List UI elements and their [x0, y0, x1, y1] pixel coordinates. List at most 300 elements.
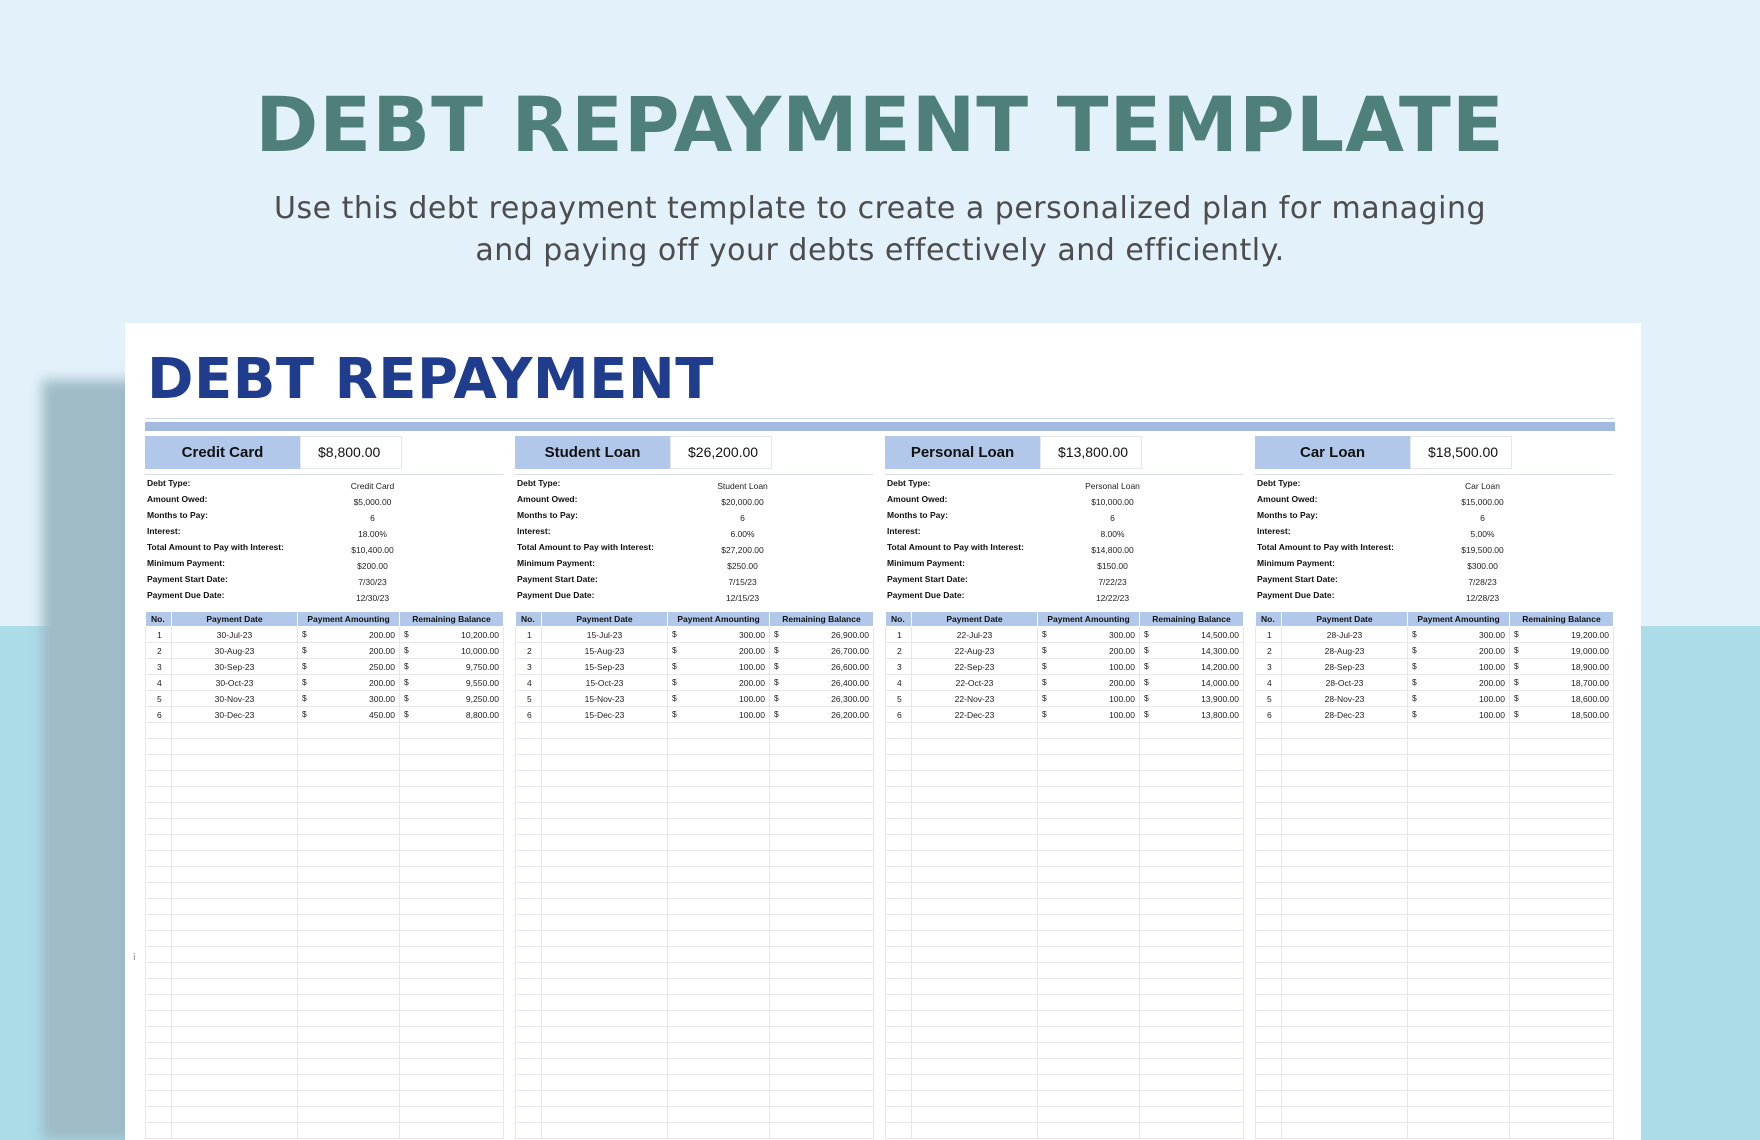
empty-cell[interactable] [542, 835, 668, 851]
empty-cell[interactable] [542, 771, 668, 787]
empty-cell[interactable] [1140, 787, 1244, 803]
empty-cell[interactable] [516, 915, 542, 931]
empty-cell[interactable] [770, 723, 874, 739]
empty-cell[interactable] [1408, 995, 1510, 1011]
cell-payment-amount[interactable] [1408, 707, 1510, 723]
empty-cell[interactable] [172, 1091, 298, 1107]
empty-cell[interactable] [668, 739, 770, 755]
empty-cell[interactable] [542, 1075, 668, 1091]
empty-cell[interactable] [668, 723, 770, 739]
empty-cell[interactable] [1256, 867, 1282, 883]
empty-cell[interactable] [146, 979, 172, 995]
empty-cell[interactable] [516, 1107, 542, 1123]
detail-value[interactable]: 6 [370, 513, 375, 523]
empty-cell[interactable] [1510, 835, 1614, 851]
empty-cell[interactable] [542, 1123, 668, 1139]
empty-cell[interactable] [886, 867, 912, 883]
empty-cell[interactable] [770, 979, 874, 995]
empty-cell[interactable] [542, 1107, 668, 1123]
empty-cell[interactable] [516, 931, 542, 947]
empty-cell[interactable] [1510, 1107, 1614, 1123]
empty-cell[interactable] [886, 739, 912, 755]
cell-payment-amount[interactable] [668, 627, 770, 643]
empty-cell[interactable] [668, 915, 770, 931]
empty-cell[interactable] [1038, 1091, 1140, 1107]
empty-cell[interactable] [1282, 835, 1408, 851]
empty-cell[interactable] [1256, 851, 1282, 867]
empty-cell[interactable] [770, 899, 874, 915]
cell-payment-amount[interactable] [668, 643, 770, 659]
empty-cell[interactable] [298, 1107, 400, 1123]
empty-cell[interactable] [172, 963, 298, 979]
empty-cell[interactable] [886, 947, 912, 963]
cell-remaining-balance[interactable] [400, 627, 504, 643]
cell-no[interactable]: 6 [516, 707, 542, 723]
empty-cell[interactable] [146, 1043, 172, 1059]
empty-cell[interactable] [668, 771, 770, 787]
empty-cell[interactable] [1408, 1091, 1510, 1107]
cell-remaining-balance[interactable] [400, 659, 504, 675]
empty-cell[interactable] [400, 835, 504, 851]
empty-cell[interactable] [298, 899, 400, 915]
empty-cell[interactable] [400, 963, 504, 979]
empty-cell[interactable] [770, 1043, 874, 1059]
empty-cell[interactable] [1510, 739, 1614, 755]
empty-cell[interactable] [1408, 1027, 1510, 1043]
empty-cell[interactable] [668, 931, 770, 947]
empty-cell[interactable] [146, 835, 172, 851]
cell-no[interactable]: 3 [886, 659, 912, 675]
empty-cell[interactable] [1510, 979, 1614, 995]
empty-cell[interactable] [912, 819, 1038, 835]
empty-cell[interactable] [886, 771, 912, 787]
cell-payment-date[interactable]: 22-Jul-23 [912, 627, 1038, 643]
empty-cell[interactable] [400, 1107, 504, 1123]
empty-cell[interactable] [770, 1027, 874, 1043]
empty-cell[interactable] [1408, 947, 1510, 963]
empty-cell[interactable] [1038, 979, 1140, 995]
empty-cell[interactable] [1140, 851, 1244, 867]
empty-cell[interactable] [1408, 963, 1510, 979]
empty-cell[interactable] [400, 867, 504, 883]
empty-cell[interactable] [1256, 771, 1282, 787]
empty-cell[interactable] [1038, 867, 1140, 883]
empty-cell[interactable] [1038, 995, 1140, 1011]
empty-cell[interactable] [668, 963, 770, 979]
empty-cell[interactable] [1408, 979, 1510, 995]
empty-cell[interactable] [146, 995, 172, 1011]
empty-cell[interactable] [668, 1027, 770, 1043]
empty-cell[interactable] [146, 867, 172, 883]
detail-value[interactable]: $15,000.00 [1461, 497, 1504, 507]
detail-value[interactable]: $19,500.00 [1461, 545, 1504, 555]
empty-cell[interactable] [912, 835, 1038, 851]
empty-cell[interactable] [1282, 851, 1408, 867]
empty-cell[interactable] [770, 867, 874, 883]
empty-cell[interactable] [1408, 803, 1510, 819]
empty-cell[interactable] [400, 723, 504, 739]
empty-cell[interactable] [1408, 1123, 1510, 1139]
empty-cell[interactable] [668, 1059, 770, 1075]
detail-value[interactable]: 12/22/23 [1095, 593, 1130, 603]
empty-cell[interactable] [886, 1107, 912, 1123]
cell-payment-date[interactable]: 15-Dec-23 [542, 707, 668, 723]
cell-payment-amount[interactable] [668, 691, 770, 707]
empty-cell[interactable] [912, 739, 1038, 755]
empty-cell[interactable] [1510, 755, 1614, 771]
empty-cell[interactable] [172, 1027, 298, 1043]
empty-cell[interactable] [1256, 979, 1282, 995]
empty-cell[interactable] [912, 995, 1038, 1011]
detail-value[interactable]: 12/30/23 [355, 593, 390, 603]
empty-cell[interactable] [1282, 1027, 1408, 1043]
empty-cell[interactable] [1038, 1043, 1140, 1059]
empty-cell[interactable] [516, 979, 542, 995]
empty-cell[interactable] [1510, 1027, 1614, 1043]
empty-cell[interactable] [1140, 1011, 1244, 1027]
empty-cell[interactable] [542, 995, 668, 1011]
empty-cell[interactable] [912, 947, 1038, 963]
empty-cell[interactable] [172, 1043, 298, 1059]
empty-cell[interactable] [172, 723, 298, 739]
empty-cell[interactable] [1038, 1011, 1140, 1027]
empty-cell[interactable] [516, 771, 542, 787]
empty-cell[interactable] [1408, 931, 1510, 947]
cell-remaining-balance[interactable] [770, 659, 874, 675]
empty-cell[interactable] [1256, 1027, 1282, 1043]
empty-cell[interactable] [886, 1043, 912, 1059]
cell-payment-date[interactable]: 28-Nov-23 [1282, 691, 1408, 707]
empty-cell[interactable] [146, 819, 172, 835]
cell-remaining-balance[interactable] [1140, 659, 1244, 675]
detail-value[interactable]: 6 [1110, 513, 1115, 523]
empty-cell[interactable] [146, 1107, 172, 1123]
cell-remaining-balance[interactable] [1140, 675, 1244, 691]
empty-cell[interactable] [516, 1091, 542, 1107]
empty-cell[interactable] [1038, 851, 1140, 867]
cell-payment-amount[interactable] [1038, 627, 1140, 643]
cell-payment-amount[interactable] [1408, 691, 1510, 707]
empty-cell[interactable] [400, 1123, 504, 1139]
empty-cell[interactable] [1038, 819, 1140, 835]
cell-payment-date[interactable]: 22-Dec-23 [912, 707, 1038, 723]
empty-cell[interactable] [668, 1091, 770, 1107]
empty-cell[interactable] [400, 1059, 504, 1075]
empty-cell[interactable] [1256, 899, 1282, 915]
empty-cell[interactable] [1140, 1075, 1244, 1091]
cell-no[interactable]: 1 [1256, 627, 1282, 643]
cell-payment-amount[interactable] [298, 691, 400, 707]
empty-cell[interactable] [1282, 723, 1408, 739]
empty-cell[interactable] [1510, 1059, 1614, 1075]
empty-cell[interactable] [1282, 1123, 1408, 1139]
empty-cell[interactable] [668, 755, 770, 771]
empty-cell[interactable] [1510, 1091, 1614, 1107]
detail-value[interactable]: 7/15/23 [728, 577, 757, 587]
empty-cell[interactable] [146, 723, 172, 739]
empty-cell[interactable] [298, 995, 400, 1011]
empty-cell[interactable] [1510, 883, 1614, 899]
detail-value[interactable]: $10,400.00 [351, 545, 394, 555]
cell-no[interactable]: 6 [886, 707, 912, 723]
empty-cell[interactable] [1140, 819, 1244, 835]
empty-cell[interactable] [400, 899, 504, 915]
empty-cell[interactable] [1510, 899, 1614, 915]
debt-total-cell[interactable]: $8,800.00 [300, 436, 402, 469]
empty-cell[interactable] [400, 1075, 504, 1091]
empty-cell[interactable] [1408, 899, 1510, 915]
empty-cell[interactable] [516, 1059, 542, 1075]
empty-cell[interactable] [912, 867, 1038, 883]
empty-cell[interactable] [668, 835, 770, 851]
empty-cell[interactable] [886, 883, 912, 899]
empty-cell[interactable] [172, 803, 298, 819]
empty-cell[interactable] [770, 851, 874, 867]
empty-cell[interactable] [516, 739, 542, 755]
empty-cell[interactable] [1282, 931, 1408, 947]
empty-cell[interactable] [298, 723, 400, 739]
cell-remaining-balance[interactable] [1140, 627, 1244, 643]
empty-cell[interactable] [146, 1075, 172, 1091]
empty-cell[interactable] [1408, 1075, 1510, 1091]
empty-cell[interactable] [668, 995, 770, 1011]
empty-cell[interactable] [1256, 755, 1282, 771]
empty-cell[interactable] [298, 947, 400, 963]
empty-cell[interactable] [146, 771, 172, 787]
empty-cell[interactable] [1140, 1123, 1244, 1139]
empty-cell[interactable] [1510, 803, 1614, 819]
cell-no[interactable]: 5 [1256, 691, 1282, 707]
empty-cell[interactable] [668, 899, 770, 915]
empty-cell[interactable] [400, 851, 504, 867]
empty-cell[interactable] [1038, 1123, 1140, 1139]
empty-cell[interactable] [1282, 1091, 1408, 1107]
detail-value[interactable]: 18.00% [358, 529, 387, 539]
detail-value[interactable]: $10,000.00 [1091, 497, 1134, 507]
empty-cell[interactable] [668, 803, 770, 819]
empty-cell[interactable] [1282, 1059, 1408, 1075]
empty-cell[interactable] [172, 883, 298, 899]
cell-payment-date[interactable]: 22-Aug-23 [912, 643, 1038, 659]
cell-no[interactable]: 2 [146, 643, 172, 659]
cell-remaining-balance[interactable] [770, 707, 874, 723]
cell-no[interactable]: 5 [146, 691, 172, 707]
cell-no[interactable]: 3 [516, 659, 542, 675]
cell-remaining-balance[interactable] [400, 675, 504, 691]
empty-cell[interactable] [1510, 851, 1614, 867]
empty-cell[interactable] [770, 947, 874, 963]
cell-remaining-balance[interactable] [770, 627, 874, 643]
cell-remaining-balance[interactable] [770, 675, 874, 691]
empty-cell[interactable] [542, 1059, 668, 1075]
empty-cell[interactable] [912, 883, 1038, 899]
detail-value[interactable]: 6 [1480, 513, 1485, 523]
empty-cell[interactable] [1282, 979, 1408, 995]
empty-cell[interactable] [668, 1011, 770, 1027]
empty-cell[interactable] [1282, 1075, 1408, 1091]
empty-cell[interactable] [400, 1043, 504, 1059]
empty-cell[interactable] [172, 947, 298, 963]
empty-cell[interactable] [172, 995, 298, 1011]
empty-cell[interactable] [400, 883, 504, 899]
empty-cell[interactable] [400, 739, 504, 755]
cell-remaining-balance[interactable] [770, 643, 874, 659]
empty-cell[interactable] [542, 915, 668, 931]
cell-payment-date[interactable]: 22-Sep-23 [912, 659, 1038, 675]
empty-cell[interactable] [146, 851, 172, 867]
cell-payment-date[interactable]: 28-Oct-23 [1282, 675, 1408, 691]
empty-cell[interactable] [770, 739, 874, 755]
cell-payment-date[interactable]: 22-Nov-23 [912, 691, 1038, 707]
empty-cell[interactable] [400, 1011, 504, 1027]
empty-cell[interactable] [886, 835, 912, 851]
cell-payment-amount[interactable] [298, 675, 400, 691]
empty-cell[interactable] [1038, 803, 1140, 819]
empty-cell[interactable] [400, 995, 504, 1011]
empty-cell[interactable] [1038, 899, 1140, 915]
empty-cell[interactable] [886, 819, 912, 835]
empty-cell[interactable] [912, 1123, 1038, 1139]
empty-cell[interactable] [1038, 835, 1140, 851]
empty-cell[interactable] [912, 771, 1038, 787]
empty-cell[interactable] [1408, 739, 1510, 755]
empty-cell[interactable] [1408, 867, 1510, 883]
empty-cell[interactable] [146, 787, 172, 803]
cell-payment-amount[interactable] [298, 627, 400, 643]
empty-cell[interactable] [146, 1059, 172, 1075]
empty-cell[interactable] [1282, 915, 1408, 931]
empty-cell[interactable] [1140, 899, 1244, 915]
empty-cell[interactable] [542, 947, 668, 963]
detail-value[interactable]: 12/15/23 [725, 593, 760, 603]
empty-cell[interactable] [1140, 755, 1244, 771]
empty-cell[interactable] [770, 803, 874, 819]
empty-cell[interactable] [886, 963, 912, 979]
empty-cell[interactable] [1256, 723, 1282, 739]
empty-cell[interactable] [542, 723, 668, 739]
empty-cell[interactable] [172, 1011, 298, 1027]
empty-cell[interactable] [172, 931, 298, 947]
empty-cell[interactable] [516, 851, 542, 867]
empty-cell[interactable] [770, 1091, 874, 1107]
empty-cell[interactable] [1282, 963, 1408, 979]
empty-cell[interactable] [172, 1059, 298, 1075]
empty-cell[interactable] [146, 1123, 172, 1139]
empty-cell[interactable] [1256, 787, 1282, 803]
empty-cell[interactable] [400, 947, 504, 963]
empty-cell[interactable] [542, 979, 668, 995]
cell-payment-date[interactable]: 30-Dec-23 [172, 707, 298, 723]
empty-cell[interactable] [1038, 883, 1140, 899]
empty-cell[interactable] [1408, 1107, 1510, 1123]
empty-cell[interactable] [770, 755, 874, 771]
empty-cell[interactable] [516, 819, 542, 835]
empty-cell[interactable] [1140, 1059, 1244, 1075]
cell-payment-amount[interactable] [1408, 627, 1510, 643]
empty-cell[interactable] [770, 819, 874, 835]
empty-cell[interactable] [1256, 963, 1282, 979]
empty-cell[interactable] [1256, 835, 1282, 851]
empty-cell[interactable] [400, 803, 504, 819]
empty-cell[interactable] [668, 1043, 770, 1059]
empty-cell[interactable] [1408, 915, 1510, 931]
detail-value[interactable]: $14,800.00 [1091, 545, 1134, 555]
empty-cell[interactable] [1282, 771, 1408, 787]
cell-payment-amount[interactable] [1038, 643, 1140, 659]
empty-cell[interactable] [516, 883, 542, 899]
empty-cell[interactable] [1140, 883, 1244, 899]
empty-cell[interactable] [298, 851, 400, 867]
cell-payment-date[interactable]: 28-Jul-23 [1282, 627, 1408, 643]
cell-no[interactable]: 6 [146, 707, 172, 723]
empty-cell[interactable] [912, 1075, 1038, 1091]
cell-remaining-balance[interactable] [770, 691, 874, 707]
empty-cell[interactable] [1256, 1123, 1282, 1139]
cell-no[interactable]: 2 [1256, 643, 1282, 659]
detail-value[interactable]: 12/28/23 [1465, 593, 1500, 603]
empty-cell[interactable] [172, 979, 298, 995]
empty-cell[interactable] [668, 1123, 770, 1139]
empty-cell[interactable] [1140, 995, 1244, 1011]
empty-cell[interactable] [298, 1075, 400, 1091]
empty-cell[interactable] [146, 803, 172, 819]
detail-value[interactable]: $150.00 [1097, 561, 1128, 571]
empty-cell[interactable] [1140, 867, 1244, 883]
empty-cell[interactable] [1140, 947, 1244, 963]
empty-cell[interactable] [542, 1027, 668, 1043]
empty-cell[interactable] [912, 1027, 1038, 1043]
empty-cell[interactable] [668, 867, 770, 883]
empty-cell[interactable] [886, 931, 912, 947]
empty-cell[interactable] [172, 899, 298, 915]
cell-no[interactable]: 4 [1256, 675, 1282, 691]
cell-remaining-balance[interactable] [400, 707, 504, 723]
empty-cell[interactable] [542, 1011, 668, 1027]
cell-remaining-balance[interactable] [1140, 643, 1244, 659]
empty-cell[interactable] [146, 963, 172, 979]
empty-cell[interactable] [1140, 979, 1244, 995]
empty-cell[interactable] [1510, 931, 1614, 947]
empty-cell[interactable] [146, 1011, 172, 1027]
cell-no[interactable]: 1 [516, 627, 542, 643]
empty-cell[interactable] [298, 1091, 400, 1107]
cell-payment-amount[interactable] [1038, 707, 1140, 723]
cell-no[interactable]: 6 [1256, 707, 1282, 723]
empty-cell[interactable] [770, 1059, 874, 1075]
empty-cell[interactable] [1282, 787, 1408, 803]
empty-cell[interactable] [1140, 835, 1244, 851]
empty-cell[interactable] [886, 979, 912, 995]
empty-cell[interactable] [912, 931, 1038, 947]
empty-cell[interactable] [1256, 1059, 1282, 1075]
cell-payment-date[interactable]: 28-Sep-23 [1282, 659, 1408, 675]
empty-cell[interactable] [1256, 739, 1282, 755]
empty-cell[interactable] [912, 723, 1038, 739]
empty-cell[interactable] [400, 931, 504, 947]
empty-cell[interactable] [516, 963, 542, 979]
empty-cell[interactable] [1038, 947, 1140, 963]
empty-cell[interactable] [172, 1075, 298, 1091]
cell-payment-amount[interactable] [1038, 659, 1140, 675]
empty-cell[interactable] [516, 723, 542, 739]
empty-cell[interactable] [1256, 1107, 1282, 1123]
cell-payment-amount[interactable] [298, 659, 400, 675]
empty-cell[interactable] [912, 851, 1038, 867]
empty-cell[interactable] [1140, 771, 1244, 787]
empty-cell[interactable] [1256, 1091, 1282, 1107]
empty-cell[interactable] [912, 915, 1038, 931]
empty-cell[interactable] [770, 915, 874, 931]
